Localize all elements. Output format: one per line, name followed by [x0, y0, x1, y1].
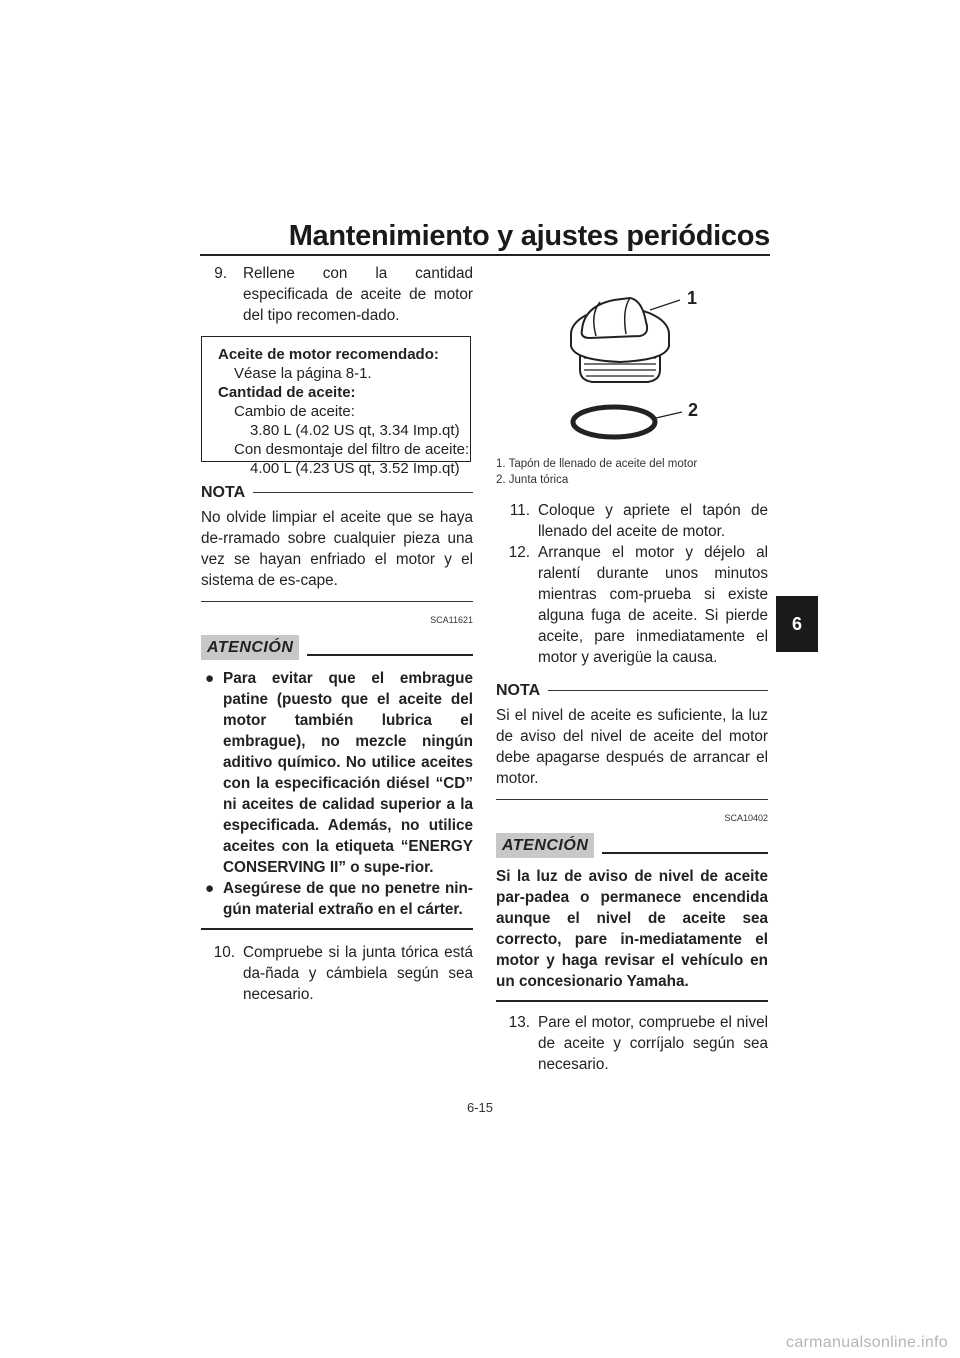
callout-1-label: 1 [687, 288, 698, 308]
callout-line-2 [656, 412, 682, 418]
spec-filter-value: 4.00 L (4.23 US qt, 3.52 Imp.qt) [250, 460, 460, 477]
step-text: Rellene con la cantidad especificada de aceite de motor del tipo recomen-dado. [243, 265, 473, 324]
title-rule [200, 254, 770, 256]
caption-2: 2. Junta tórica [496, 474, 569, 486]
spec-change-value: 3.80 L (4.02 US qt, 3.34 Imp.qt) [250, 422, 460, 439]
o-ring-icon [573, 407, 655, 437]
caution-end-rule [201, 928, 473, 930]
spec-qty-label: Cantidad de aceite: [218, 384, 356, 401]
step-12 [496, 542, 768, 668]
caution-badge: ATENCIÓN [201, 635, 299, 660]
step-13 [496, 1012, 768, 1075]
note-label: NOTA [201, 484, 246, 501]
bullet-icon: ● [205, 880, 215, 897]
spec-oil-label: Aceite de motor recomendado: [218, 346, 439, 363]
page-title: Mantenimiento y ajustes periódicos [288, 220, 770, 252]
caution-text: Si la luz de aviso de nivel de aceite par-padea o permanece encendida aunque el nivel de aceite sea correcto, pare in-mediatamente el motor y haga revisar el vehículo en un concesionario Yamaha. [496, 868, 768, 990]
caution-heading [496, 833, 768, 858]
spec-change-label: Cambio de aceite: [234, 403, 355, 420]
oil-spec-box [201, 336, 471, 477]
left-column-lower [201, 482, 473, 1005]
note-heading [201, 482, 473, 503]
caution-rule [602, 852, 768, 854]
figure-captions [496, 456, 768, 488]
caution-body [201, 668, 473, 920]
caution-rule [307, 654, 473, 656]
caution-bullet [201, 878, 473, 920]
step-number: 9. [214, 265, 227, 282]
step-text: Coloque y apriete el tapón de llenado del aceite de motor. [538, 502, 768, 540]
callout-line-1 [650, 300, 680, 310]
spec-oil-value: Véase la página 8-1. [234, 365, 372, 382]
step-10 [201, 942, 473, 1005]
step-text: Compruebe si la junta tórica está da-ñada y cámbiela según sea necesario. [243, 944, 473, 1003]
caution-heading [201, 635, 473, 660]
step-number: 10. [213, 944, 235, 961]
caution-bullet [201, 668, 473, 878]
watermark: carmanualsonline.info [786, 1334, 948, 1351]
callout-2-label: 2 [688, 400, 699, 420]
note-rule [253, 492, 473, 493]
caution-badge: ATENCIÓN [496, 833, 594, 858]
note-end-rule [496, 799, 768, 800]
note-text: Si el nivel de aceite es suficiente, la luz de aviso del nivel de aceite del motor debe apagarse después de arrancar el motor. [496, 707, 768, 787]
page-number: 6-15 [466, 1100, 494, 1115]
chapter-tab: 6 [776, 596, 818, 652]
step-number: 12. [508, 544, 530, 561]
caption-1: 1. Tapón de llenado de aceite del motor [496, 458, 698, 470]
note-text: No olvide limpiar el aceite que se haya de-rramado sobre cualquier pieza una vez se hayan enfriado el motor y el sistema de es-cape. [201, 509, 473, 589]
step-number: 13. [508, 1014, 530, 1031]
bullet-icon: ● [205, 670, 215, 687]
step-9 [201, 263, 473, 326]
bullet-text: Para evitar que el embrague patine (puesto que el aceite del motor también lubrica el embrague), no mezcle ningún aditivo químico. No utilice aceites con la especificación diésel “CD” ni aceites de calidad superior a la especificada. Además, no utilice aceites con la etiqueta “ENERGY CONSERVING II” o supe-rior. [223, 670, 473, 876]
note-label: NOTA [496, 682, 541, 699]
caution-code: SCA11621 [430, 615, 473, 625]
step-text: Arranque el motor y déjelo al ralentí durante unos minutos mientras com-prueba si existe alguna fuga de aceite. Si pierde aceite, pare inmediatamente el motor y averigüe la causa. [538, 544, 768, 666]
caution-code: SCA10402 [724, 813, 768, 823]
spec-filter-label: Con desmontaje del filtro de aceite: [234, 441, 470, 458]
caution-end-rule [496, 1000, 768, 1002]
step-11 [496, 500, 768, 542]
step-number: 11. [509, 502, 530, 519]
right-column [496, 500, 768, 1075]
bullet-text: Asegúrese de que no penetre nin-gún material extraño en el cárter. [223, 880, 473, 918]
oil-filler-cap-icon [571, 298, 669, 382]
note-end-rule [201, 601, 473, 602]
note-heading [496, 680, 768, 701]
step-text: Pare el motor, compruebe el nivel de aceite y corríjalo según sea necesario. [538, 1014, 768, 1073]
note-rule [548, 690, 768, 691]
left-column [201, 263, 473, 326]
